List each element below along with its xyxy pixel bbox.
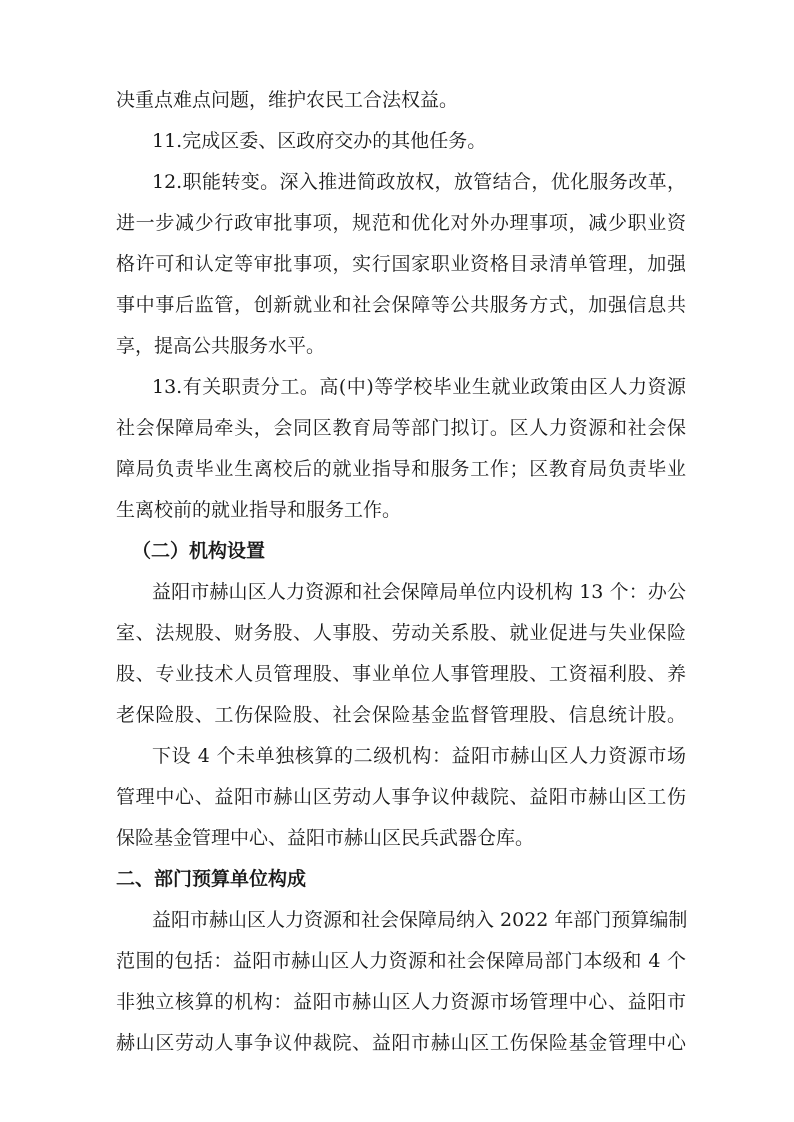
text-line-content: 事中事后监管，创新就业和社会保障等公共服务方式，加强信息共: [116, 294, 686, 316]
section-heading-line: [0, 535, 794, 567]
text-line: [0, 166, 794, 198]
text-line: [0, 412, 794, 444]
text-line: [0, 699, 794, 731]
text-line-content: 老保险股、工伤保险股、社会保险基金监督管理股、信息统计股。: [116, 704, 686, 726]
text-line-content: 格许可和认定等审批事项，实行国家职业资格目录清单管理，加强: [116, 253, 686, 275]
text-line-content: 决重点难点问题，维护农民工合法权益。: [116, 89, 459, 111]
text-line-content: 进一步减少行政审批事项，规范和优化对外办理事项，减少职业资: [116, 212, 686, 234]
text-line-content: 益阳市赫山区人力资源和社会保障局纳入 2022 年部门预算编制: [152, 909, 688, 931]
section-heading-line: [0, 863, 794, 895]
text-line: [0, 986, 794, 1018]
text-line-content: 13.有关职责分工。高(中)等学校毕业生就业政策由区人力资源: [152, 376, 686, 398]
text-line-content: 赫山区劳动人事争议仲裁院、益阳市赫山区工伤保险基金管理中心: [116, 1032, 686, 1054]
text-line: [0, 453, 794, 485]
text-line: [0, 617, 794, 649]
text-line: [0, 1027, 794, 1059]
text-line-content: 11.完成区委、区政府交办的其他任务。: [152, 130, 487, 152]
text-line: [0, 125, 794, 157]
text-line: [0, 207, 794, 239]
text-line-content: 股、专业技术人员管理股、事业单位人事管理股、工资福利股、养: [116, 663, 686, 685]
text-line-content: 障局负责毕业生离校后的就业指导和服务工作；区教育局负责毕业: [116, 458, 686, 480]
text-line-content: 非独立核算的机构：益阳市赫山区人力资源市场管理中心、益阳市: [116, 991, 686, 1013]
text-line-content: 社会保障局牵头，会同区教育局等部门拟订。区人力资源和社会保: [116, 417, 686, 439]
text-line: [0, 371, 794, 403]
text-line-content: 益阳市赫山区人力资源和社会保障局单位内设机构 13 个：办公: [152, 581, 686, 603]
text-line-content: 范围的包括：益阳市赫山区人力资源和社会保障局部门本级和 4 个: [116, 950, 686, 972]
section-heading-org: （二）机构设置: [132, 540, 266, 562]
text-line-content: 管理中心、益阳市赫山区劳动人事争议仲裁院、益阳市赫山区工伤: [116, 786, 686, 808]
text-line: [0, 945, 794, 977]
text-line: [0, 904, 794, 936]
text-line-content: 12.职能转变。深入推进简政放权，放管结合，优化服务改革，: [152, 171, 686, 193]
text-line: [0, 740, 794, 772]
text-line-content: 室、法规股、财务股、人事股、劳动关系股、就业促进与失业保险: [116, 622, 686, 644]
text-line: [0, 289, 794, 321]
text-line-content: 生离校前的就业指导和服务工作。: [116, 499, 402, 521]
text-line-content: 享，提高公共服务水平。: [116, 335, 326, 357]
text-line: [0, 658, 794, 690]
text-line: [0, 576, 794, 608]
text-line: [0, 330, 794, 362]
text-line-content: 保险基金管理中心、益阳市赫山区民兵武器仓库。: [116, 827, 535, 849]
section-heading-budget: 二、部门预算单位构成: [116, 868, 307, 890]
text-line: [0, 781, 794, 813]
text-line: [0, 84, 794, 116]
text-line: [0, 248, 794, 280]
text-line-content: 下设 4 个未单独核算的二级机构：益阳市赫山区人力资源市场: [152, 745, 686, 767]
text-line: [0, 822, 794, 854]
text-line: [0, 494, 794, 526]
